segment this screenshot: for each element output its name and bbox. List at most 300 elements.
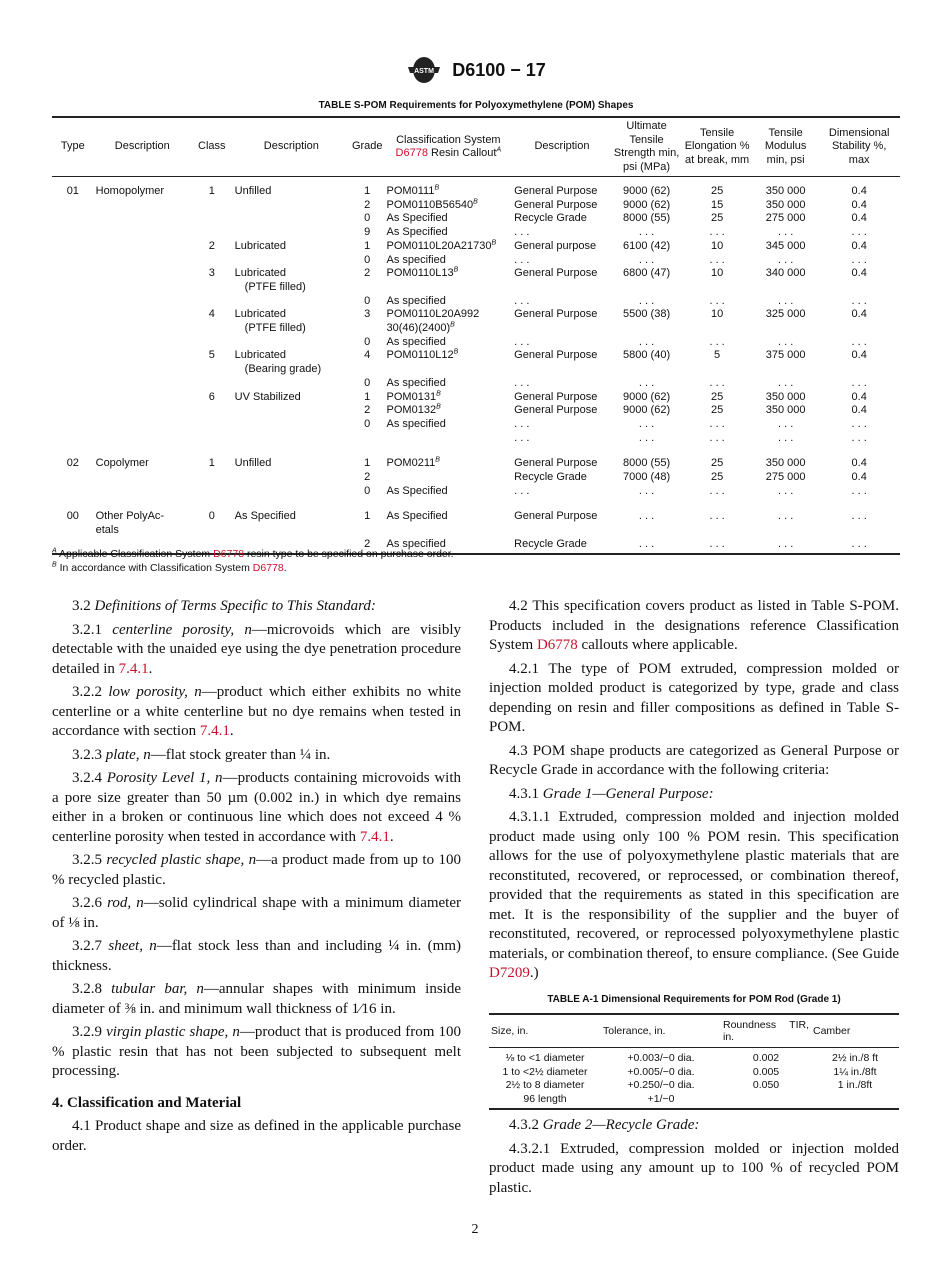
cell-callout: $POM0110B56540^B$ [386,198,478,211]
cell-dimensional-stability: . . . [818,538,900,554]
cell-callout: As specified [386,417,446,430]
col-description: Description [512,117,612,177]
cell-grade: 1 [364,510,371,523]
cell-grade: 2 [364,471,371,484]
paragraph-3-2-8: 3.2.8 tubular bar, n—annular shapes with minimum inside diameter of ⅜ in. and minimum wall thickness of 1⁄16 in. [52,981,461,1017]
cell-type [52,349,94,376]
cell-dimensional-stability: 0.4 [851,404,867,417]
a1-col-roundness: Roundness TIR, in. [721,1014,811,1048]
cell-dimensional-stability: . . . [851,431,867,444]
cell-callout: As Specified [386,484,448,497]
cell-grade: 1 [364,457,371,470]
cell-type-description [94,485,191,499]
cell-tensile-strength: 5500 (38) [623,308,671,321]
cell-elongation: . . . [709,417,725,430]
cell-dimensional-stability: . . . [851,417,867,430]
cell-tensile-strength: 6100 (42) [623,239,671,252]
cell-dimensional-stability: 0.4 [851,212,867,225]
cell-type-description [94,254,191,268]
cell-callout [385,471,513,485]
cell-dimensional-stability: 0.4 [851,308,867,321]
cell-modulus: 350 000 [765,185,806,197]
cell-callout: $POM0131^B$ [386,389,441,403]
cell-callout: As Specified [386,226,448,239]
a1-cell: +0.005/−0 dia. [627,1065,695,1078]
table-row [52,212,900,226]
cell-elongation: 5 [714,349,721,362]
cell-class-description: Lubricated (Bearing grade) [234,349,322,376]
reference-link[interactable]: D7209 [489,965,530,981]
col-grade: Grade [350,117,385,177]
cell-description: . . . [514,417,530,430]
cell-class-description [233,404,350,418]
cell-description: General Purpose [514,404,598,417]
reference-link[interactable]: 7.4.1 [359,828,390,845]
cell-modulus: 375 000 [765,349,806,362]
cell-type: 01 [66,185,79,197]
paragraph-3-2-3: 3.2.3 plate, n—flat stock greater than ¼ in. [72,746,331,763]
cell-callout: $POM0110L13^B$ [386,266,459,280]
cell-class-description [233,418,350,432]
cell-class [191,418,233,432]
cell-grade: 0 [364,253,371,266]
cell-grade: 9 [364,226,371,239]
a1-cell: 1 to <2½ diameter [502,1065,588,1078]
col-class-description: Description [233,117,350,177]
paragraph-4-3-2-1: 4.3.2.1 Extruded, compression molded or injection molded product made using any amount up to 100 % of recycled POM plastic. [489,1140,899,1196]
a1-cell: 0.050 [752,1079,780,1091]
cell-description: General Purpose [514,457,598,470]
cell-type [52,432,94,446]
a1-cell: 2½ in./8 ft [831,1052,879,1064]
cell-class-description [233,432,350,446]
table-a1 [489,1013,899,1110]
col-elongation: Tensile Elongation % at break, mm [681,117,753,177]
cell-type: 00 [66,510,79,523]
cell-class: 1 [208,457,215,470]
cell-tensile-strength: 8000 (55) [623,212,671,225]
cell-elongation: 25 [710,212,724,225]
cell-dimensional-stability: . . . [851,510,867,523]
table-spom-title: TABLE S-POM Requirements for Polyoxymethylene (POM) Shapes [318,100,634,111]
a1-cell [721,1093,811,1110]
table-row [52,295,900,309]
table-a1-title: TABLE A-1 Dimensional Requirements for POM Rod (Grade 1) [547,993,841,1005]
cell-grade: 2 [364,404,371,417]
cell-description: General Purpose [514,349,598,362]
cell-tensile-strength: . . . [638,484,655,497]
cell-type-description: Other PolyAc- etals [95,510,165,537]
cell-class-description: As Specified [234,510,296,523]
cell-type-description [94,295,191,309]
a1-col-camber: Camber [811,1014,899,1048]
cell-callout: As specified [386,376,446,389]
cell-grade: 1 [364,185,371,197]
cell-modulus: 350 000 [765,390,806,403]
cell-type-description [94,212,191,226]
cell-elongation: . . . [709,431,725,444]
cell-tensile-strength: 8000 (55) [623,457,671,470]
cell-type-description [94,267,191,294]
cell-class [191,404,233,418]
paragraph-4-1: 4.1 Product shape and size as defined in the applicable purchase order. [52,1118,462,1154]
cell-tensile-strength: 9000 (62) [623,390,671,403]
cell-dimensional-stability: 0.4 [851,471,867,484]
cell-description: General Purpose [514,510,598,523]
cell-type [52,240,94,254]
paragraph-3-2: 3.2 Definitions of Terms Specific to This Standard: [72,598,376,614]
svg-text:ASTM: ASTM [414,68,435,75]
paragraph-3-2-1: 3.2.1 centerline porosity, n—microvoids which are visibly detectable with the unaided eye using the dye penetration procedure detailed in 7.4.1. [52,621,461,677]
table-row [52,404,900,418]
table-row [52,254,900,268]
page-header [0,55,950,85]
table-row [52,199,900,213]
cell-elongation: . . . [709,226,725,239]
cell-modulus: 350 000 [765,457,806,470]
cell-description: . . . [514,226,530,239]
cell-elongation: 25 [710,185,724,197]
cell-description: General Purpose [514,185,598,197]
paragraph-4-2-1: 4.2.1 The type of POM extruded, compression molded or injection molded product is categorized by type, grade and class depending on resin and filler compositions as defined in Table S-POM. [489,660,899,735]
cell-modulus: 340 000 [765,267,806,280]
cell-class [191,336,233,350]
cell-description: . . . [514,376,530,389]
table-row [52,445,900,471]
reference-link[interactable]: 7.4.1 [118,660,149,677]
cell-type-description [94,199,191,213]
cell-dimensional-stability: . . . [851,253,867,266]
cell-class-description [233,336,350,350]
cell-tensile-strength: . . . [638,253,655,266]
cell-class: 2 [208,239,215,252]
cell-dimensional-stability: . . . [851,294,867,307]
col-tensile-strength: Ultimate Tensile Strength min, psi (MPa) [612,117,682,177]
cell-class-description [233,471,350,485]
cell-description: Recycle Grade [512,538,612,554]
cell-grade: 4 [364,349,371,362]
cell-dimensional-stability: 0.4 [851,198,867,211]
table-row [52,308,900,335]
cell-type-description [94,226,191,240]
cell-description: General Purpose [514,308,598,321]
cell-elongation: 25 [710,471,724,484]
cell-tensile-strength: . . . [638,335,655,348]
cell-description: General Purpose [514,198,598,211]
paragraph-3-2-7: 3.2.7 sheet, n—flat stock less than and including ¼ in. (mm) thickness. [52,938,461,974]
table-row [52,418,900,432]
col-type-description: Description [94,117,191,177]
cell-description: General Purpose [514,390,598,403]
page-number: 2 [471,1222,479,1237]
cell-class [191,485,233,499]
document-code: D6100 − 17 [452,59,546,80]
cell-grade: 2 [350,538,385,554]
cell-description: General Purpose [514,267,598,280]
paragraph-4-3: 4.3 POM shape products are categorized as General Purpose or Recycle Grade in accordance with the following criteria: [489,742,899,778]
cell-elongation: . . . [709,335,725,348]
cell-type [52,295,94,309]
cell-modulus: . . . [777,417,794,430]
cell-class-description [233,295,350,309]
cell-class: 5 [208,349,215,362]
cell-type-description [94,377,191,391]
cell-callout [385,432,513,446]
cell-grade [350,432,385,446]
cell-modulus: . . . [777,294,794,307]
cell-callout: As specified [386,253,446,266]
cell-callout: $POM0211^B$ [386,456,440,470]
cell-type [52,226,94,240]
cell-modulus: . . . [777,376,794,389]
cell-class-description: Unfilled [234,185,272,197]
cell-type-description [94,308,191,335]
cell-class-description [233,485,350,499]
cell-class-description: UV Stabilized [234,390,301,403]
cell-description: General purpose [514,239,597,252]
paragraph-4: 4. Classification and Material [52,1094,242,1111]
cell-type [52,212,94,226]
astm-logo-icon [404,55,444,85]
cell-type-description: Copolymer [95,457,149,470]
col-dimensional-stability: Dimensional Stability %, max [818,117,900,177]
cell-elongation: 25 [710,390,724,403]
cell-dimensional-stability: 0.4 [851,349,867,362]
cell-elongation: 10 [710,239,724,252]
table-row [52,336,900,350]
col-modulus: Tensile Modulus min, psi [753,117,818,177]
cell-type [52,485,94,499]
cell-type [52,199,94,213]
cell-type-description [94,391,191,405]
cell-type [52,267,94,294]
cell-type-description [94,471,191,485]
footnote-a: $^A$ Applicable Classification System D6778 resin type to be specified on purchase order. [52,547,454,560]
cell-tensile-strength: . . . [638,417,655,430]
cell-dimensional-stability: 0.4 [851,239,867,252]
cell-type-description [94,349,191,376]
cell-modulus: . . . [777,431,794,444]
reference-link[interactable]: D6778 [536,637,578,653]
cell-class: 1 [208,185,215,197]
cell-tensile-strength: . . . [638,294,655,307]
cell-callout: As specified [385,538,513,554]
a1-cell: +0.003/−0 dia. [627,1052,695,1064]
reference-link[interactable]: 7.4.1 [199,723,230,739]
cell-description: Recycle Grade [514,471,587,484]
cell-class [191,199,233,213]
cell-type-description [94,432,191,446]
cell-modulus: . . . [753,538,818,554]
cell-callout: As specified [386,294,446,307]
cell-elongation: . . . [709,253,725,266]
table-row [52,391,900,405]
paragraph-4-2: 4.2 This specification covers product as listed in Table S-POM. Products included in the designations reference Classification System D6778 callouts where applicable. [489,598,899,653]
cell-elongation: . . . [709,376,725,389]
cell-elongation: . . . [709,294,725,307]
cell-grade: 2 [364,267,371,280]
table-row [489,1066,899,1080]
cell-modulus: . . . [777,510,794,523]
cell-tensile-strength: . . . [638,510,655,523]
a1-col-size: Size, in. [489,1014,601,1048]
cell-type [52,471,94,485]
cell-elongation: . . . [709,484,725,497]
footnote-a-link[interactable]: D6778 [213,548,245,560]
cell-class: 0 [208,510,215,523]
cell-type [52,308,94,335]
paragraph-3-2-2: 3.2.2 low porosity, n—product which either exhibits no white centerline or a white centerline but no dye remains when tested in accordance with section 7.4.1. [52,684,461,739]
cell-modulus: . . . [777,226,794,239]
cell-type: 02 [66,457,79,470]
a1-cell: +1/−0 [601,1093,721,1110]
cell-class-description [233,254,350,268]
cell-dimensional-stability: 0.4 [851,185,867,197]
cell-class: 4 [208,308,215,321]
cell-elongation: 10 [710,308,724,321]
cell-type-description [94,240,191,254]
table-row [489,1093,899,1110]
cell-elongation: 25 [710,404,724,417]
cell-grade: 3 [364,308,371,321]
cell-class-description: Lubricated (PTFE filled) [234,308,306,335]
cell-class [191,471,233,485]
cell-type [52,418,94,432]
cell-class-description: Unfilled [234,457,272,470]
paragraph-3-2-9: 3.2.9 virgin plastic shape, n—product that is produced from 100 % plastic resin that has not been subjected to subsequent melt processing. [52,1024,461,1079]
a1-cell: 1 in./8ft [837,1079,873,1091]
cell-dimensional-stability: . . . [851,376,867,389]
table-row [489,1048,899,1066]
cell-description: . . . [514,253,530,266]
cell-tensile-strength: 6800 (47) [623,267,671,280]
cell-class-description: Lubricated [234,239,287,252]
col-class: Class [191,117,233,177]
cell-class-description [233,226,350,240]
cell-elongation: . . . [709,510,725,523]
cell-type [52,254,94,268]
footnote-b-link[interactable]: D6778 [252,562,284,574]
cell-elongation: 15 [710,198,724,211]
cell-modulus: 345 000 [765,239,806,252]
cell-description: . . . [514,484,530,497]
cell-modulus: . . . [777,484,794,497]
a1-col-tolerance: Tolerance, in. [601,1014,721,1048]
table-row [52,240,900,254]
cell-type-description [94,404,191,418]
a1-cell: 2½ to 8 diameter [505,1079,585,1091]
table-row [489,1079,899,1093]
cell-type [52,391,94,405]
cell-type-description [94,336,191,350]
cell-elongation: 25 [710,457,724,470]
cell-type [52,377,94,391]
cell-class [191,212,233,226]
a1-cell: 1¼ in./8ft [833,1065,877,1078]
cell-dimensional-stability: 0.4 [851,267,867,280]
cell-modulus: 325 000 [765,308,806,321]
cell-class: 6 [208,390,215,403]
table-spom-header [52,117,900,177]
cell-elongation: . . . [681,538,753,554]
cell-callout: As Specified [386,212,448,225]
table-row [52,432,900,446]
cell-modulus: 350 000 [765,198,806,211]
cell-dimensional-stability: 0.4 [851,457,867,470]
cell-class [191,377,233,391]
cell-grade: 1 [364,239,371,252]
cell-modulus: 275 000 [765,471,806,484]
table-row [52,349,900,376]
table-row [52,226,900,240]
cell-type-description: Homopolymer [95,185,165,197]
cell-callout: $POM0111^B$ [386,184,440,197]
cell-callout: POM0110L20A992 $30(46)(2400)^B$ [386,308,480,335]
paragraph-3-2-6: 3.2.6 rod, n—solid cylindrical shape with a minimum diameter of ⅛ in. [52,895,461,931]
cell-description: . . . [514,294,530,307]
col-classification-system: Classification System D6778 Resin Callout$^A$ [385,117,513,177]
cell-grade: 2 [364,198,371,211]
paragraph-3-2-5: 3.2.5 recycled plastic shape, n—a product made from up to 100 % recycled plastic. [52,852,461,888]
paragraph-4-3-2: 4.3.2 Grade 2—Recycle Grade: [509,1117,700,1133]
table-row [52,498,900,537]
cell-callout: As Specified [386,510,448,523]
a1-cell [811,1093,899,1110]
a1-cell: 0.005 [752,1065,780,1078]
cell-class-description [233,212,350,226]
cell-class [191,254,233,268]
cell-grade: 1 [364,390,371,403]
a1-cell: 96 length [489,1093,601,1110]
cell-modulus: 275 000 [765,212,806,225]
cell-grade: 0 [364,484,371,497]
cell-callout: As specified [386,335,446,348]
table-row [52,177,900,199]
cell-class-description [233,199,350,213]
table-row [52,471,900,485]
cell-tensile-strength: . . . [638,431,655,444]
cell-tensile-strength: 9000 (62) [623,185,671,197]
cell-tensile-strength: . . . [612,538,682,554]
cell-class-description [233,377,350,391]
cell-description: . . . [514,431,530,444]
cell-description: . . . [514,335,530,348]
paragraph-4-3-1-1: 4.3.1.1 Extruded, compression molded and injection molded product made using only 100 % POM resin. This specification allows for the use of polyoxymethylene plastic materials that are reconstituted, recovered, or reprocessed, or combination thereof, provided that the requirements as stated in this specification are met. It is the responsibility of the supplier and the buyer of reconstituted, recovered, or reprocessed polyoxymethylene plastic materials, or combination thereof, to ensure compliance. (See Guide D7209.) [489,809,899,981]
cell-tensile-strength: . . . [638,226,655,239]
table-row [52,267,900,294]
cell-type [52,336,94,350]
cell-callout: $POM0110L20A21730^B$ [386,239,497,252]
d6778-link[interactable]: D6778 [395,147,428,159]
cell-modulus: . . . [777,253,794,266]
cell-dimensional-stability: . . . [851,335,867,348]
cell-type-description [94,418,191,432]
cell-elongation: 10 [710,267,724,280]
cell-grade: 0 [364,294,371,307]
cell-type [52,404,94,418]
table-spom [52,116,900,555]
cell-tensile-strength: . . . [638,376,655,389]
paragraph-3-2-4: 3.2.4 Porosity Level 1, n—products containing microvoids with a pore size greater than 50 µm (0.002 in.) in which dye remains either in a broken or continuous line which does not exceed 4 % centerline porosity when tested in accordance with 7.4.1. [52,770,461,845]
cell-tensile-strength: 7000 (48) [623,471,671,484]
table-row [52,377,900,391]
cell-class [191,432,233,446]
col-type: Type [52,117,94,177]
cell-grade: 0 [364,376,371,389]
paragraph-4-3-1: 4.3.1 Grade 1—General Purpose: [509,785,714,802]
cell-modulus: 350 000 [765,404,806,417]
cell-tensile-strength: 9000 (62) [623,198,671,211]
